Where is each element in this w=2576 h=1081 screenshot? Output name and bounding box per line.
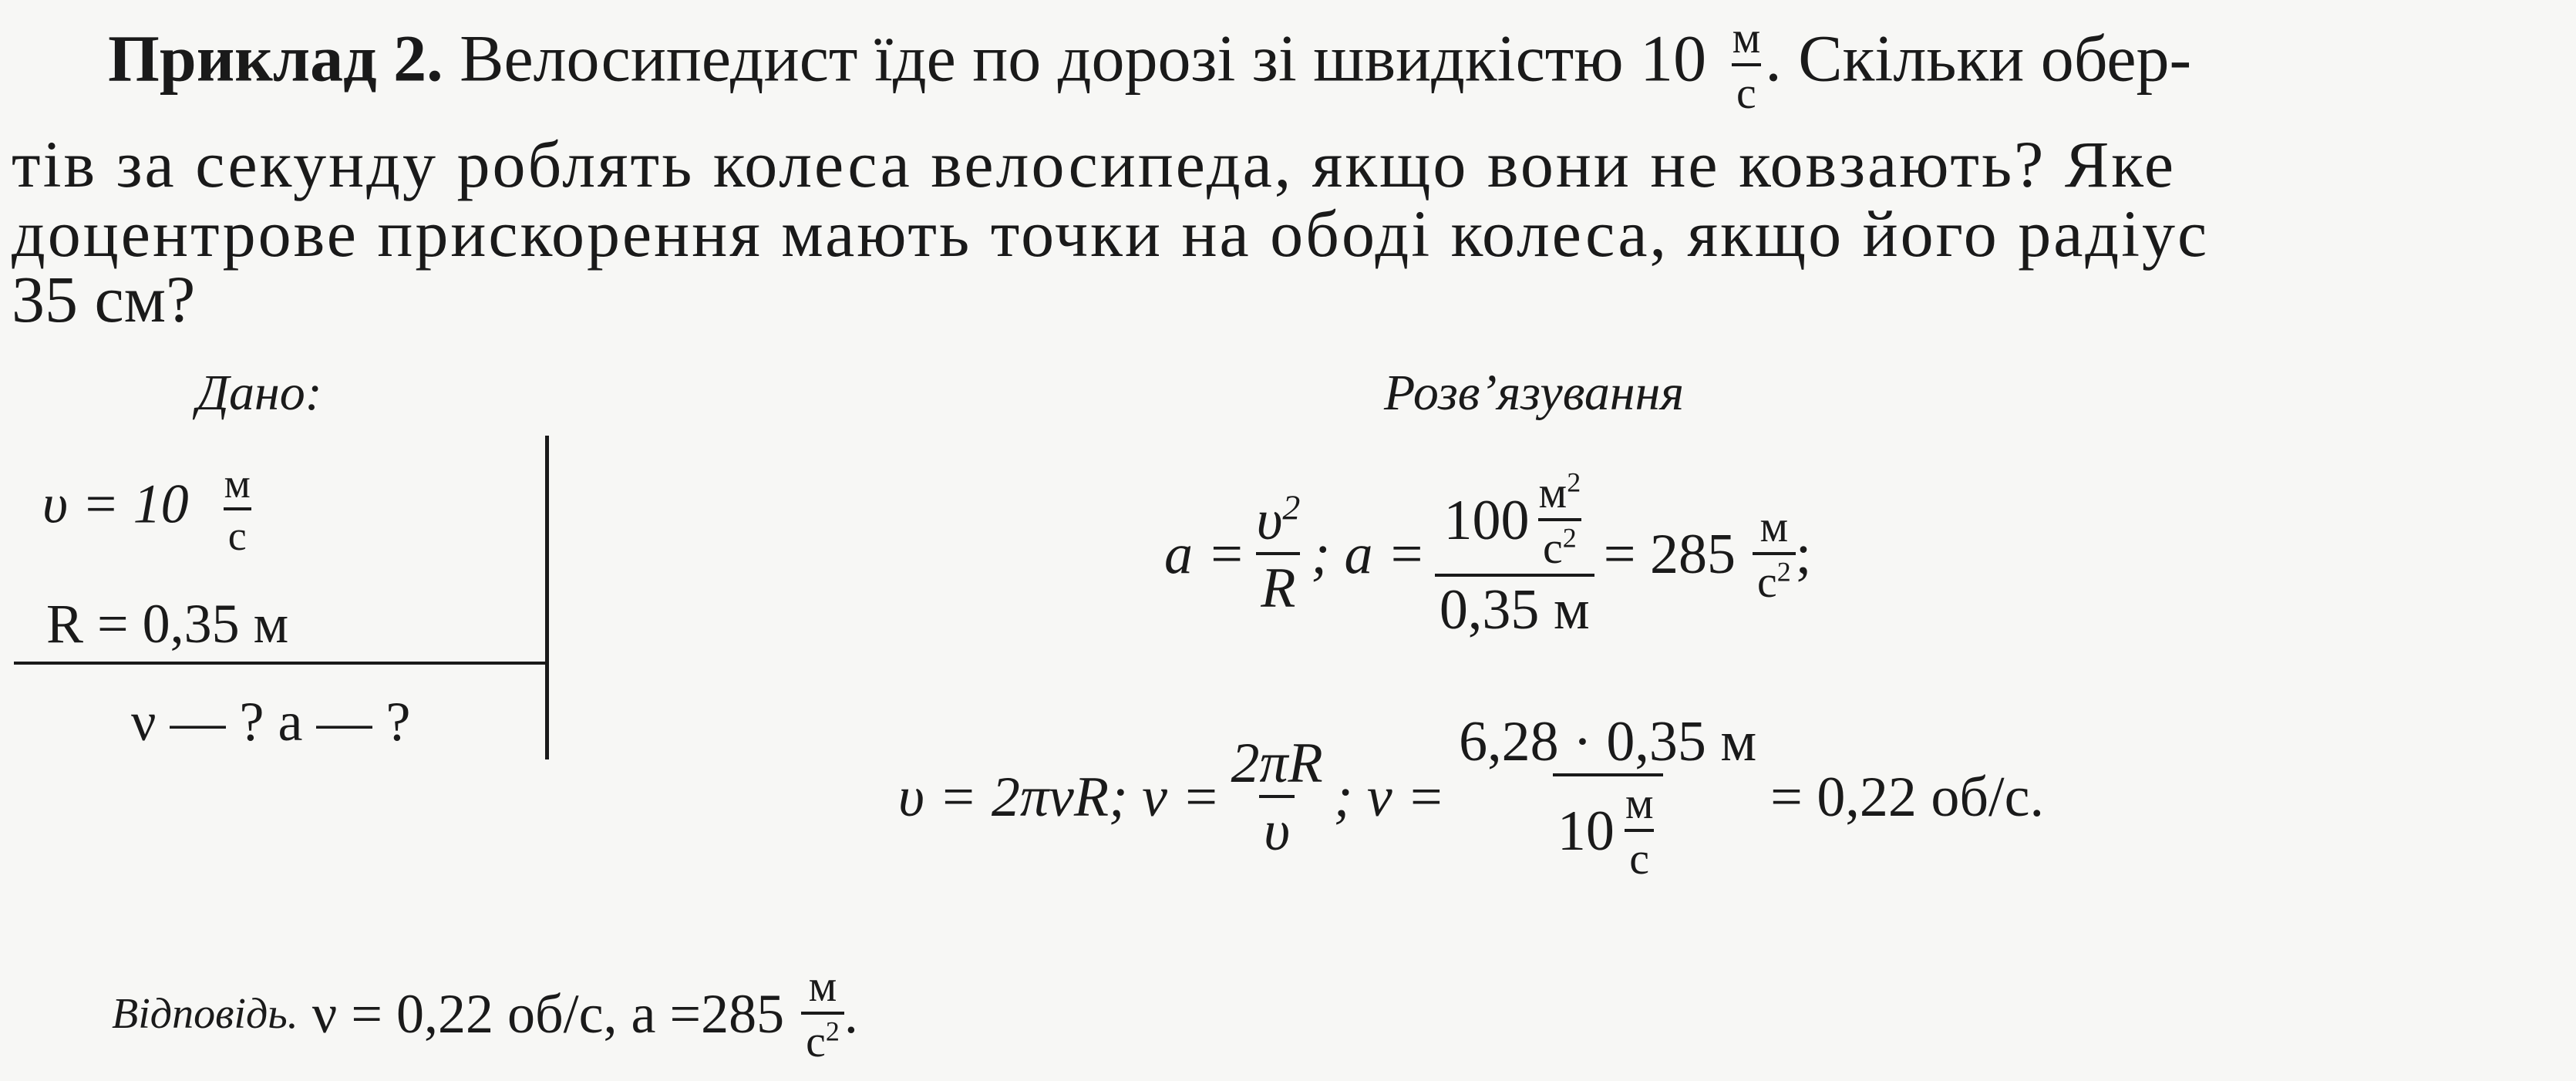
eq1-num-unit-den-exp: 2	[1562, 522, 1577, 554]
given-radius: R = 0,35 м	[46, 593, 289, 655]
eq1-v-exp: 2	[1282, 487, 1301, 527]
eq1-r: R	[1256, 552, 1300, 617]
given-speed-unit	[220, 460, 255, 559]
unit-denominator: с	[1732, 63, 1761, 116]
given-unknowns: ν — ? a — ?	[131, 691, 411, 753]
eq2-f1-num: 2πR	[1231, 732, 1323, 795]
eq1-result-unit	[1753, 501, 1796, 607]
eq1-num-unit-den: с	[1542, 523, 1563, 573]
eq2-result: = 0,22 об/с.	[1770, 765, 2044, 829]
problem-line-1	[108, 12, 2192, 118]
equation-2	[898, 710, 2044, 884]
given-horizontal-rule	[14, 662, 549, 665]
eq1-sep: ; a =	[1311, 522, 1426, 586]
unit-numerator: м	[1732, 12, 1761, 62]
eq2-frac-1	[1226, 732, 1327, 863]
eq1-num-unit	[1534, 466, 1585, 573]
eq2-f2-den-unit-den: с	[1625, 829, 1654, 881]
eq1-main-fraction	[1435, 466, 1594, 642]
given-vertical-rule	[545, 436, 549, 759]
answer-unit-den: с	[806, 1016, 826, 1066]
eq2-lhs: υ = 2πνR; ν =	[898, 765, 1221, 829]
problem-text-1-tail: . Скільки обер-	[1765, 21, 2192, 96]
eq1-res-unit-den-exp: 2	[1776, 556, 1791, 588]
given-speed	[42, 460, 255, 559]
eq1-num-value: 100	[1443, 489, 1530, 552]
given-speed-unit-num: м	[224, 460, 251, 507]
eq1-end: ;	[1795, 522, 1812, 586]
eq1-v2-over-r	[1251, 487, 1305, 620]
eq2-f2-den-unit	[1621, 778, 1658, 884]
answer-unit	[801, 961, 844, 1066]
given-speed-unit-den: с	[224, 507, 251, 557]
eq1-a: a =	[1164, 522, 1246, 586]
equation-1	[1164, 466, 1812, 642]
answer-unit-den-exp: 2	[825, 1015, 840, 1047]
example-label: Приклад 2.	[108, 21, 443, 96]
eq2-f2-num: 6,28 · 0,35 м	[1459, 710, 1757, 773]
problem-line-4: 35 см?	[12, 262, 196, 336]
answer-end: .	[844, 982, 858, 1045]
eq2-sep: ; ν =	[1333, 765, 1446, 829]
eq2-frac-2	[1454, 710, 1761, 884]
speed-unit-fraction	[1728, 12, 1766, 118]
eq1-res-unit-num: м	[1759, 501, 1789, 551]
given-speed-lhs: υ = 10	[42, 473, 189, 535]
answer	[112, 961, 858, 1066]
answer-label: Відповідь.	[112, 990, 298, 1038]
problem-line-2: тів за секунду роблять колеса велосипеда, якщо вони не ковзають? Яке	[12, 127, 2177, 201]
given-heading: Дано:	[197, 365, 322, 421]
eq1-res-unit-den: с	[1756, 557, 1777, 607]
answer-unit-num: м	[808, 961, 837, 1011]
eq1-v: υ	[1256, 489, 1283, 552]
eq2-f2-den-value: 10	[1557, 800, 1615, 863]
solution-heading: Розв’язування	[1384, 365, 1685, 421]
eq2-f1-den: υ	[1259, 795, 1295, 860]
eq1-den: 0,35 м	[1435, 574, 1594, 638]
problem-line-3: доцентрове прискорення мають точки на ободі колеса, якщо його радіус	[12, 197, 2210, 271]
eq2-f2-den-unit-num: м	[1625, 778, 1654, 828]
answer-text: ν = 0,22 об/с, a =285	[311, 982, 785, 1045]
problem-text-1: Велосипедист їде по дорозі зі швидкістю 10	[460, 21, 1707, 96]
eq1-num-unit-num: м	[1538, 467, 1567, 517]
eq1-num-unit-exp: 2	[1567, 466, 1581, 498]
eq1-result: = 285	[1603, 522, 1736, 586]
